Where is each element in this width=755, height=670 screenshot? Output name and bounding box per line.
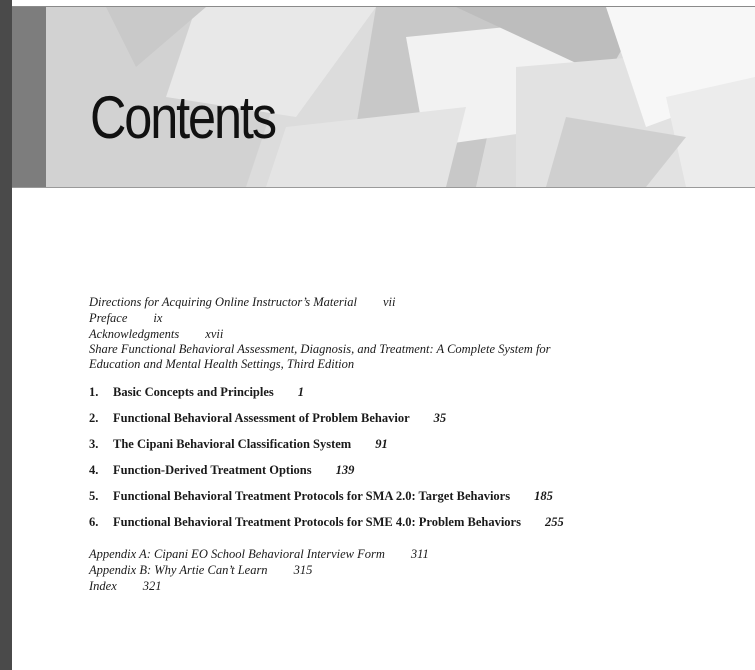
chapter-page: 35 (433, 411, 447, 425)
toc-entry-directions (89, 294, 729, 310)
chapter-title: Functional Behavioral Assessment of Problem Behavior (113, 411, 410, 425)
toc-entry-preface (89, 310, 729, 326)
chapter-page: 1 (297, 385, 305, 399)
toc-entry-label: Directions for Acquiring Online Instructor’s Material (89, 295, 357, 309)
banner-side-bar (12, 7, 46, 187)
toc-entry-page: ix (153, 311, 163, 325)
chapter-page: 91 (375, 437, 388, 451)
chapter-number: 3. (89, 437, 99, 451)
chapter-entry-2 (89, 410, 729, 436)
front-matter-list (89, 294, 729, 372)
chapter-entry-4 (89, 462, 729, 488)
chapter-entry-6 (89, 514, 729, 540)
page-title: Contents (90, 84, 275, 151)
chapter-title: Functional Behavioral Treatment Protocols for SME 4.0: Problem Behaviors (113, 515, 521, 529)
chapter-list (89, 384, 729, 540)
toc-entry-page: 311 (410, 547, 429, 561)
toc-entry-label: Acknowledgments (89, 327, 180, 341)
toc-entry-appendix-a (89, 546, 729, 562)
toc-entry-page: vii (382, 295, 396, 309)
chapter-number: 4. (89, 463, 99, 477)
toc-entry-line: Education and Mental Health Settings, Third Edition (89, 357, 355, 371)
chapter-number: 6. (89, 515, 99, 529)
toc-entry-page: xvii (205, 327, 224, 341)
chapter-number: 1. (89, 385, 99, 399)
chapter-number: 5. (89, 489, 99, 503)
toc-entry-appendix-b (89, 562, 729, 578)
viewer-left-margin (0, 0, 12, 670)
chapter-number: 2. (89, 411, 99, 425)
document-page (12, 0, 755, 670)
chapter-title: Functional Behavioral Treatment Protocols for SMA 2.0: Target Behaviors (113, 489, 511, 503)
toc-entry-page: 315 (293, 563, 313, 577)
toc-entry-label: Appendix A: Cipani EO School Behavioral Interview Form (89, 547, 385, 561)
toc-entry-label: Appendix B: Why Artie Can’t Learn (89, 563, 268, 577)
chapter-title: The Cipani Behavioral Classification System (113, 437, 352, 451)
banner-bottom-edge (12, 187, 755, 188)
toc-entry-acknowledgments (89, 326, 729, 342)
chapter-title: Function-Derived Treatment Options (113, 463, 312, 477)
toc-entry-label: Preface (89, 311, 128, 325)
toc-entry-share (89, 342, 649, 372)
toc-entry-page: 321 (142, 579, 162, 593)
chapter-page: 255 (544, 515, 564, 529)
chapter-title: Basic Concepts and Principles (113, 385, 274, 399)
toc-entry-label: Index (89, 579, 117, 593)
chapter-page: 185 (534, 489, 553, 503)
chapter-entry-3 (89, 436, 729, 462)
toc-entry-line: Share Functional Behavioral Assessment, Diagnosis, and Treatment: A Complete System for (89, 342, 551, 356)
back-matter-list (89, 546, 729, 594)
toc-entry-index (89, 578, 729, 594)
table-of-contents (89, 294, 729, 594)
chapter-entry-5 (89, 488, 729, 514)
chapter-entry-1 (89, 384, 729, 410)
chapter-page: 139 (335, 463, 355, 477)
